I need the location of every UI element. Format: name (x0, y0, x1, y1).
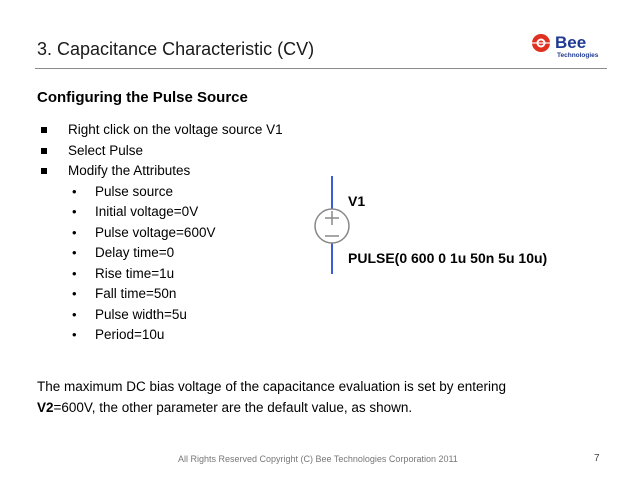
sub-list-item: • Period=10u (37, 325, 283, 346)
logo-brand-text: Bee (555, 33, 587, 52)
paragraph-bold: V2 (37, 400, 54, 415)
sub-list-item: • Rise time=1u (37, 264, 283, 285)
bee-logo (526, 26, 616, 62)
section-heading: Configuring the Pulse Source (37, 89, 248, 106)
sub-list-item: • Delay time=0 (37, 243, 283, 264)
page-number: 7 (594, 453, 600, 464)
sub-list-item: • Fall time=50n (37, 284, 283, 305)
bee-logo-icon (526, 26, 616, 62)
source-name-label: V1 (348, 193, 366, 209)
list-item: Select Pulse (37, 141, 283, 162)
sub-list-item: • Pulse voltage=600V (37, 223, 283, 244)
sub-list-item: • Pulse source (37, 182, 283, 203)
paragraph-line2: =600V, the other parameter are the default value, as shown. (53, 400, 413, 415)
source-value-label: PULSE(0 600 0 1u 50n 5u 10u) (348, 250, 548, 266)
sub-list-item: • Initial voltage=0V (37, 202, 283, 223)
slide-title: 3. Capacitance Characteristic (CV) (37, 39, 315, 59)
bullet-list (37, 120, 283, 346)
paragraph-line1: The maximum DC bias voltage of the capacitance evaluation is set by entering (37, 379, 506, 394)
list-item: Right click on the voltage source V1 (37, 120, 283, 141)
description-paragraph (37, 376, 597, 418)
footer-copyright: All Rights Reserved Copyright (C) Bee Technologies Corporation 2011 (178, 454, 458, 464)
title-divider (35, 68, 607, 69)
logo-sub-text: Technologies (557, 52, 599, 59)
sub-list-item: • Pulse width=5u (37, 305, 283, 326)
list-item: Modify the Attributes (37, 161, 283, 182)
